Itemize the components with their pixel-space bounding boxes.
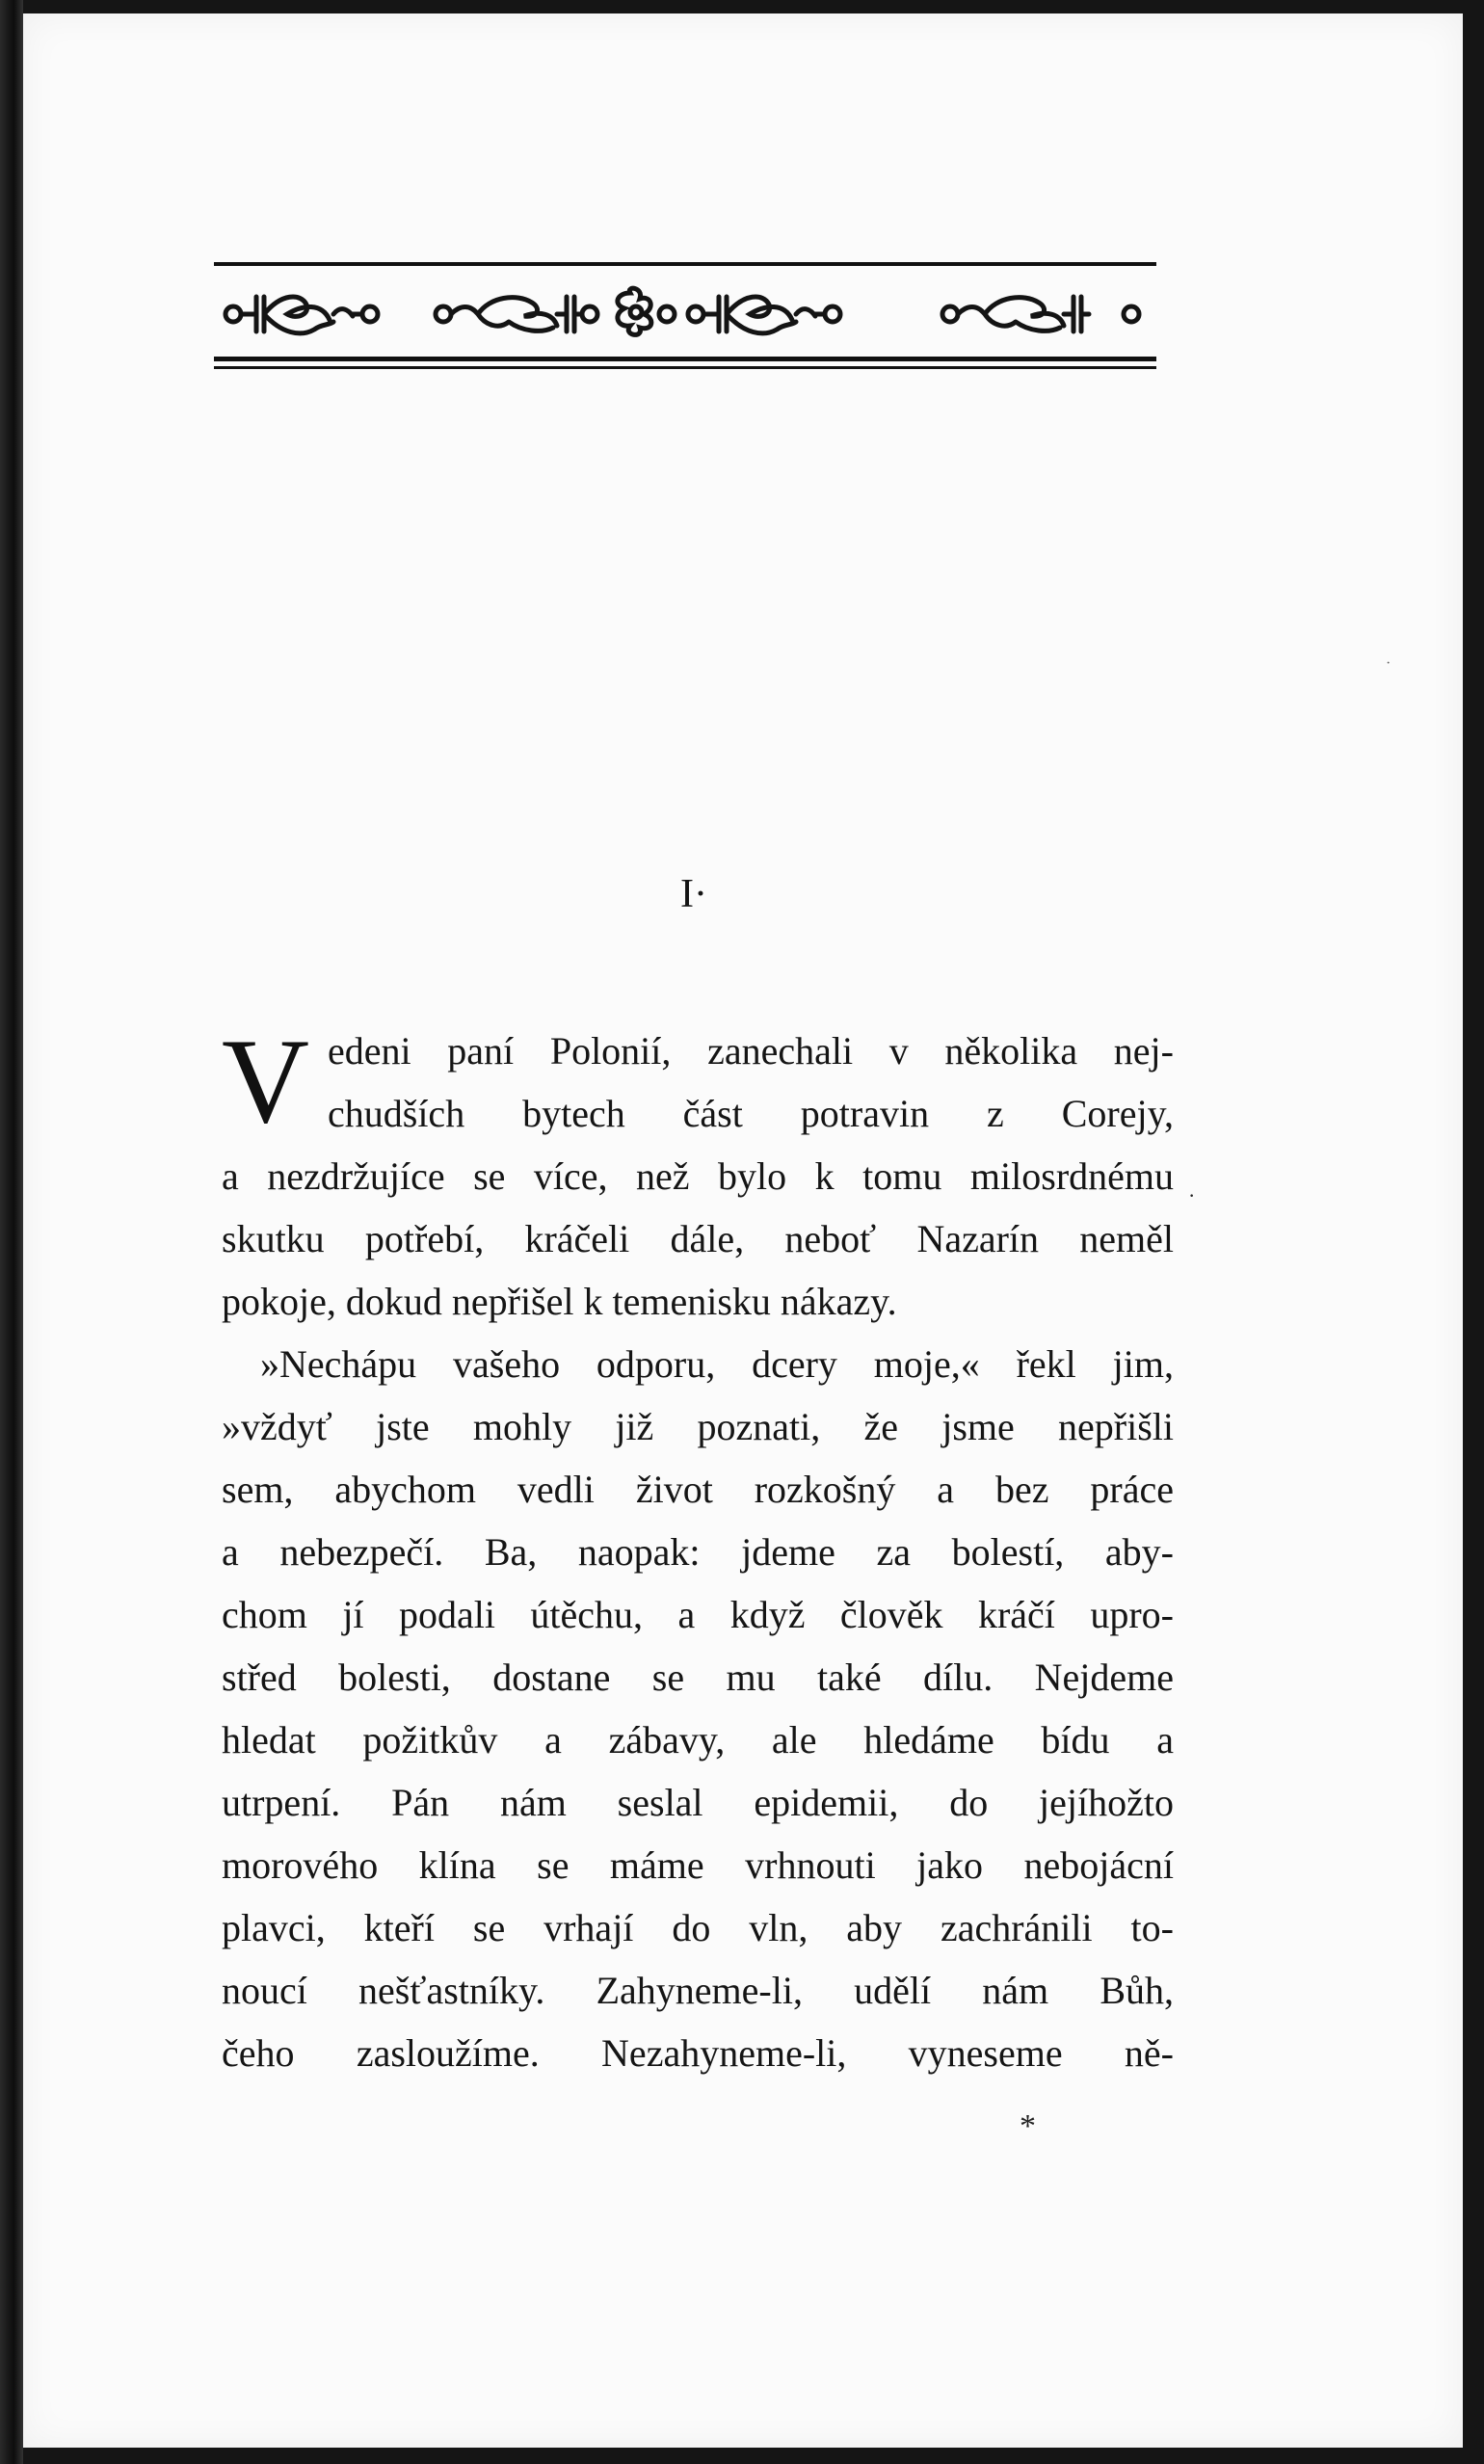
body-text <box>222 1015 1174 2084</box>
text-line: noucí nešťastníky. Zahyneme-li, udělí nám Bůh, <box>222 1969 1174 2012</box>
ornament-bottom-rule-thick <box>214 357 1156 361</box>
drop-cap: V <box>222 1015 309 1149</box>
ornament-top-rule <box>214 262 1156 266</box>
text-line: »Nechápu vašeho odporu, dcery moje,« řekl jim, <box>260 1342 1174 1386</box>
text-line: edeni paní Polonií, zanechali v několika nej- <box>328 1029 1174 1073</box>
chapter-number: I· <box>680 872 707 916</box>
signature-mark: * <box>1020 2108 1036 2144</box>
floral-border-icon <box>214 276 1156 351</box>
text-line: morového klína se máme vrhnouti jako nebojácní <box>222 1843 1174 1887</box>
text-line: hledat požitkův a zábavy, ale hledáme bídu a <box>222 1718 1174 1762</box>
text-line: pokoje, dokud nepřišel k temenisku nákazy. <box>222 1280 897 1323</box>
book-spine-edge <box>0 0 23 2464</box>
print-speck: · <box>1386 655 1391 672</box>
text-line: čeho zasloužíme. Nezahyneme-li, vyneseme ně- <box>222 2031 1174 2075</box>
text-line: chudších bytech část potravin z Corejy, <box>328 1092 1174 1135</box>
print-speck: · <box>1188 1183 1196 1207</box>
text-line: chom jí podali útěchu, a když člověk kráčí upro- <box>222 1593 1174 1636</box>
text-line: utrpení. Pán nám seslal epidemii, do jejíhožto <box>222 1781 1174 1824</box>
decorative-header-ornament <box>214 262 1156 374</box>
text-line: plavci, kteří se vrhají do vln, aby zachránili to- <box>222 1906 1174 1949</box>
text-line: střed bolesti, dostane se mu také dílu. Nejdeme <box>222 1656 1174 1699</box>
text-line: a nezdržujíce se více, než bylo k tomu milosrdnému <box>222 1154 1174 1198</box>
ornament-bottom-rule-thin <box>214 366 1156 369</box>
text-line: »vždyť jste mohly již poznati, že jsme nepřišli <box>222 1405 1174 1448</box>
text-line: skutku potřebí, kráčeli dále, neboť Nazarín neměl <box>222 1217 1174 1260</box>
text-line: sem, abychom vedli život rozkošný a bez práce <box>222 1468 1174 1511</box>
text-line: a nebezpečí. Ba, naopak: jdeme za bolestí, aby- <box>222 1530 1174 1574</box>
